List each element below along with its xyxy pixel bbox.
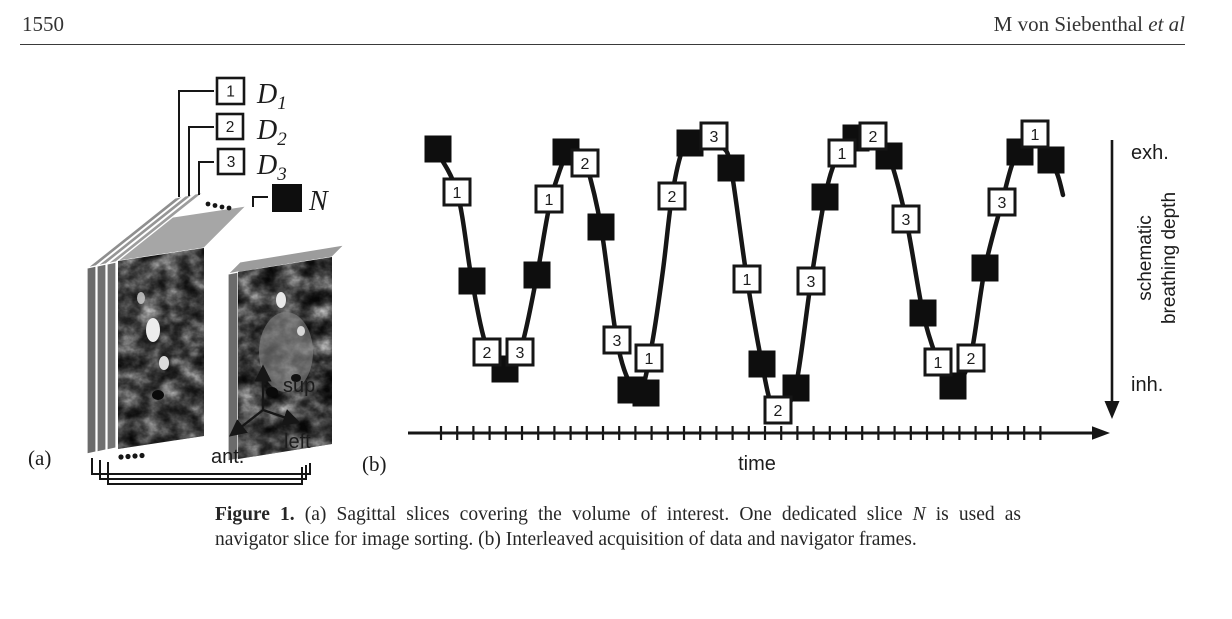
navigator-frame-square [972, 255, 999, 282]
figure-caption [215, 503, 1021, 552]
data-frame-number: 1 [1030, 126, 1040, 144]
navigator-frame-square [749, 351, 776, 378]
thin-slice-front [97, 264, 106, 452]
navigator-frame-square [940, 373, 967, 400]
navigator-frame-square [910, 300, 937, 327]
navigator-frame-square [588, 214, 615, 241]
mri-slice-image-left [116, 246, 208, 452]
more-slices-dots-top [206, 202, 232, 211]
navigator-frame-square [812, 184, 839, 211]
navigator-frame-square [1038, 147, 1065, 174]
navigator-frame-square [633, 380, 660, 407]
more-slices-dots-bottom [118, 453, 144, 460]
data-frame-number: 1 [837, 145, 847, 163]
time-axis-arrowhead [1092, 426, 1110, 440]
navigator-square-legend [272, 184, 302, 212]
acquisition-markers-layer [425, 121, 1065, 423]
navigator-label: N [309, 186, 328, 217]
left-axis-label: left [284, 431, 311, 453]
slice-3-num: 3 [226, 154, 236, 171]
slice-1-label: $D_1$ [257, 79, 287, 114]
slice-2-label: $D_2$ [257, 115, 287, 150]
navigator-frame-square [425, 136, 452, 163]
data-frame-number: 2 [580, 155, 590, 173]
running-title: M von Siebenthal et al [993, 12, 1185, 36]
thin-slice-front [107, 262, 116, 450]
time-axis-layer [408, 426, 1110, 440]
navigator-frame-square [677, 130, 704, 157]
data-frame-number: 3 [515, 344, 525, 362]
slice-group-brackets [92, 458, 310, 484]
data-frame-number: 2 [667, 188, 677, 206]
caption-line-1: Figure 1. (a) Sagittal slices covering the volume of interest. One dedicated slice N is used as [215, 504, 1022, 525]
data-frame-number: 1 [544, 191, 554, 209]
thin-slice-front [87, 266, 96, 454]
slice-2-num: 2 [225, 119, 235, 136]
sup-axis-label: sup. [283, 375, 321, 397]
slice-1-num: 1 [226, 83, 235, 101]
data-frame-number: 3 [997, 194, 1007, 212]
panel-b [362, 121, 1180, 476]
page-number: 1550 [22, 12, 64, 36]
data-frame-number: 1 [742, 271, 752, 289]
ant-axis-label: ant. [211, 446, 245, 468]
slice-3-label: $D_3$ [257, 150, 287, 185]
breathing-depth-arrow [1105, 140, 1120, 419]
navigator-frame-square [718, 155, 745, 182]
data-frame-number: 3 [901, 211, 911, 229]
data-frame-number: 3 [806, 273, 816, 291]
navigator-frame-square [459, 268, 486, 295]
depth-axis-label-line1: schematic [1135, 215, 1156, 301]
data-frame-number: 2 [868, 128, 878, 146]
data-frame-number: 1 [644, 350, 654, 368]
exh-label: exh. [1131, 142, 1169, 164]
panel-a [28, 78, 344, 484]
data-frame-number: 2 [482, 344, 492, 362]
panel-a-label: (a) [28, 446, 52, 470]
data-frame-number: 2 [773, 402, 783, 420]
data-frame-number: 1 [452, 184, 462, 202]
panel-b-label: (b) [362, 452, 387, 476]
data-frame-number: 3 [612, 332, 622, 350]
data-frame-number: 3 [709, 128, 719, 146]
navigator-frame-square [524, 262, 551, 289]
caption-line-2: navigator slice for image sorting. (b) Interleaved acquisition of data and navigator frames. [215, 528, 917, 550]
inh-label: inh. [1131, 374, 1164, 396]
depth-axis-label-line2: breathing depth [1159, 191, 1180, 325]
data-frame-number: 2 [966, 350, 976, 368]
time-axis-label: time [738, 453, 776, 475]
data-frame-number: 1 [933, 354, 943, 372]
